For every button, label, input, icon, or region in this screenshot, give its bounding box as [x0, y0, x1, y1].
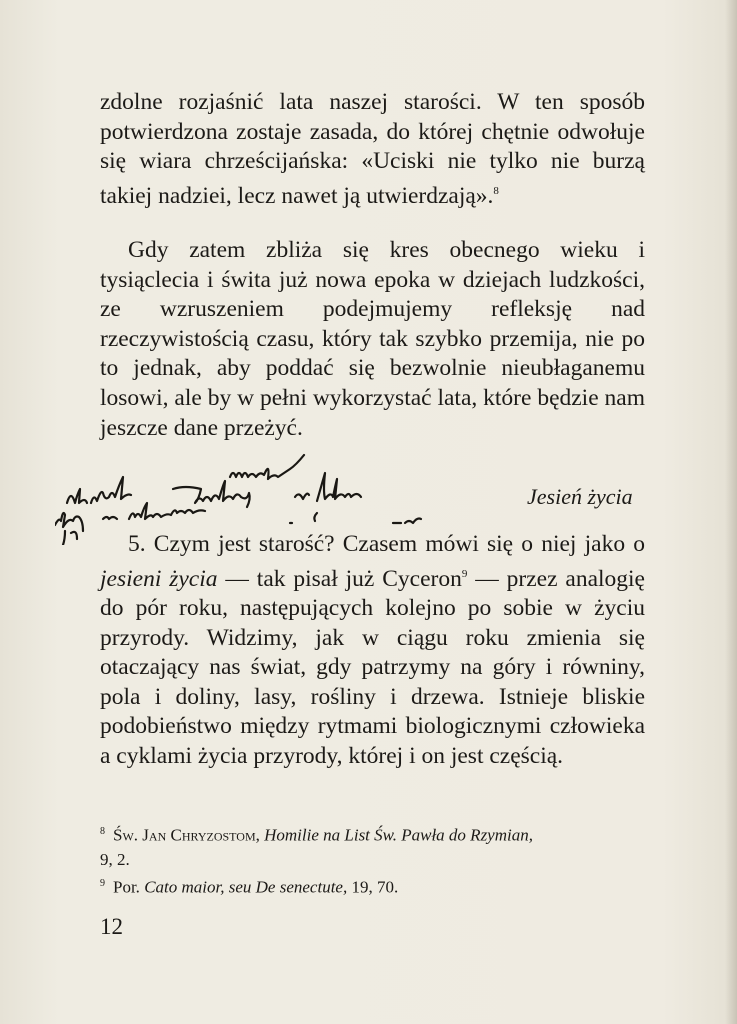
paragraph-2: [100, 236, 645, 443]
footnotes: [100, 820, 645, 899]
footnote-8-title: Homilie na List Św. Pawła do Rzymian,: [264, 825, 533, 845]
paragraph-3-emphasis: jesieni życia: [100, 565, 218, 592]
footnote-8-ref: 9, 2.: [100, 849, 130, 869]
footnote-9-ref: 19, 70.: [351, 877, 399, 897]
footnote-ref-9: 9: [461, 567, 468, 580]
page-number: 12: [100, 914, 123, 939]
paragraph-3-part2: — tak pisał już Cyceron: [217, 565, 462, 592]
footnote-8: [100, 820, 645, 872]
paragraph-1: [100, 88, 645, 211]
footnote-8-mark: 8: [100, 826, 105, 837]
footnote-9-mark: 9: [100, 877, 105, 889]
footnote-ref-8: 8: [493, 184, 499, 197]
paragraph-1-text: zdolne rozjaśnić lata naszej starości. W ten sposób potwierdzona zostaje zasada, do której chętnie odwołuje się wiara chrześcijańska: «Uciski nie tylko nie burzą takiej nadziei, lecz nawet ją utwierdzają».: [100, 89, 645, 209]
footnote-8-author: Św. Jan Chryzostom,: [113, 825, 260, 845]
footnote-9-prefix: Por.: [113, 877, 140, 897]
page-edge-shadow: [725, 0, 737, 1024]
paragraph-2-text: Gdy zatem zbliża się kres obecnego wieku i tysiąclecia i świta już nowa epoka w dziejach ludzkości, ze wzruszeniem podejmujemy refleksję nad rzeczywistością czasu, który tak szybko przemija, nie po to jednak, aby poddać się bezwolnie nieubłaganemu losowi, ale by w pełni wykorzystać lata, które będzie nam jeszcze dane przeżyć.: [100, 237, 645, 441]
footnote-9-title: Cato maior, seu De senectute,: [144, 877, 348, 897]
paragraph-3: [100, 530, 645, 772]
paragraph-3-part3: — przez analogię do pór roku, następujących kolejno po sobie w życiu przyrody. Widzimy, jak w ciągu roku zmienia się otaczający nas świat, gdy patrzymy na góry i równiny, pola i doliny, lasy, rośliny i drzewa. Istnieje bliskie podobieństwo między rytmami biologicznymi człowieka a cyklami życia przyrody, której i on jest częścią.: [100, 565, 645, 769]
footnote-9: [100, 872, 645, 900]
paragraph-3-part1: 5. Czym jest starość? Czasem mówi się o niej jako o: [128, 531, 645, 557]
section-title: Jesień życia: [527, 484, 633, 509]
